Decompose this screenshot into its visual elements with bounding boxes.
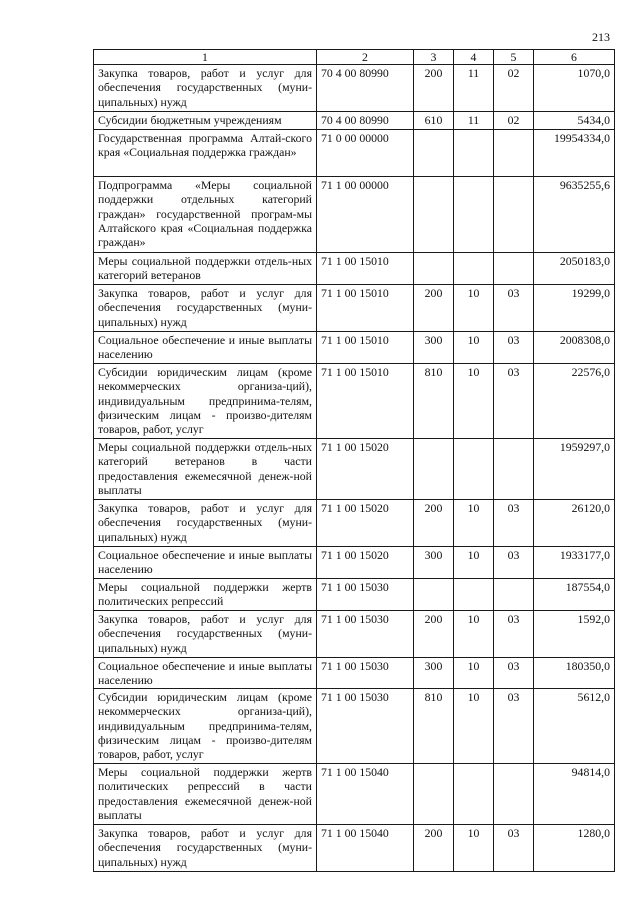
row-col5: 03: [494, 825, 534, 872]
row-name: Закупка товаров, работ и услуг для обеспечения государственных (муни-ципальных) нужд: [94, 500, 317, 547]
row-col4: 10: [454, 547, 494, 579]
row-col5: 02: [494, 112, 534, 130]
row-name: Меры социальной поддержки отдель-ных категорий ветеранов: [94, 253, 317, 285]
row-name: Социальное обеспечение и иные выплаты населению: [94, 658, 317, 689]
row-col5: 03: [494, 611, 534, 658]
row-name: Меры социальной поддержки отдель-ных категорий ветеранов в части предоставления ежемесячной денеж-ной выплаты: [94, 439, 317, 500]
row-col5: 03: [494, 500, 534, 547]
row-col4: [454, 177, 494, 253]
row-amount: 5612,0: [534, 689, 615, 764]
column-header-6: 6: [534, 50, 615, 65]
row-name: Социальное обеспечение и иные выплаты населению: [94, 332, 317, 364]
table-row: [94, 825, 615, 872]
row-col3: [414, 253, 454, 285]
table-row: [94, 689, 615, 764]
row-col3: 300: [414, 547, 454, 579]
row-col5: 03: [494, 285, 534, 332]
row-col5: 03: [494, 332, 534, 364]
column-header-4: 4: [454, 50, 494, 65]
table-row: [94, 253, 615, 285]
row-col3: 200: [414, 825, 454, 872]
row-col4: 11: [454, 65, 494, 112]
column-header-2: 2: [317, 50, 414, 65]
row-col5: [494, 764, 534, 825]
budget-table: [93, 49, 615, 872]
row-code: 71 1 00 15020: [317, 547, 414, 579]
table-row: [94, 611, 615, 658]
row-col3: 810: [414, 689, 454, 764]
row-code: 71 0 00 00000: [317, 130, 414, 177]
row-name: Социальное обеспечение и иные выплаты населению: [94, 547, 317, 579]
table-row: [94, 130, 615, 177]
row-col4: [454, 764, 494, 825]
row-col3: 610: [414, 112, 454, 130]
table-row: [94, 500, 615, 547]
row-col3: 200: [414, 285, 454, 332]
table-row: [94, 658, 615, 689]
row-code: 71 1 00 15030: [317, 658, 414, 689]
row-amount: 1070,0: [534, 65, 615, 112]
table-row: [94, 579, 615, 611]
row-amount: 1933177,0: [534, 547, 615, 579]
row-code: 71 1 00 15040: [317, 764, 414, 825]
row-col3: 200: [414, 65, 454, 112]
row-col3: [414, 764, 454, 825]
table-header-row: [94, 50, 615, 65]
row-col4: 10: [454, 611, 494, 658]
row-name: Закупка товаров, работ и услуг для обеспечения государственных (муни-ципальных) нужд: [94, 825, 317, 872]
row-col4: [454, 439, 494, 500]
row-col4: 10: [454, 689, 494, 764]
row-amount: 1592,0: [534, 611, 615, 658]
table-row: [94, 364, 615, 439]
table-row: [94, 547, 615, 579]
row-code: 71 1 00 15010: [317, 285, 414, 332]
row-amount: 26120,0: [534, 500, 615, 547]
row-amount: 19299,0: [534, 285, 615, 332]
row-amount: 187554,0: [534, 579, 615, 611]
row-amount: 94814,0: [534, 764, 615, 825]
row-col4: [454, 130, 494, 177]
row-col5: 03: [494, 658, 534, 689]
row-col5: 02: [494, 65, 534, 112]
row-name: Закупка товаров, работ и услуг для обеспечения государственных (муни-ципальных) нужд: [94, 65, 317, 112]
row-code: 71 1 00 15030: [317, 579, 414, 611]
table-row: [94, 285, 615, 332]
row-col3: [414, 177, 454, 253]
row-col4: 10: [454, 364, 494, 439]
row-col5: [494, 177, 534, 253]
row-col3: 200: [414, 611, 454, 658]
row-col4: 10: [454, 825, 494, 872]
column-header-5: 5: [494, 50, 534, 65]
row-col4: [454, 253, 494, 285]
row-name: Государственная программа Алтай-ского края «Социальная поддержка граждан»: [94, 130, 317, 177]
row-col5: [494, 579, 534, 611]
table-row: [94, 177, 615, 253]
row-name: Закупка товаров, работ и услуг для обеспечения государственных (муни-ципальных) нужд: [94, 611, 317, 658]
table-row: [94, 112, 615, 130]
row-code: 71 1 00 15010: [317, 253, 414, 285]
row-name: Субсидии юридическим лицам (кроме некоммерческих организа-ций), индивидуальным предпринима-телям, физическим лицам - произво-дителям товаров, работ, услуг: [94, 689, 317, 764]
row-amount: 9635255,6: [534, 177, 615, 253]
row-col4: 10: [454, 658, 494, 689]
row-col4: 10: [454, 500, 494, 547]
row-name: Меры социальной поддержки жертв политических репрессий в части предоставления ежемесячной денеж-ной выплаты: [94, 764, 317, 825]
row-code: 71 1 00 15030: [317, 689, 414, 764]
row-name: Субсидии юридическим лицам (кроме некоммерческих организа-ций), индивидуальным предпринима-телям, физическим лицам - произво-дителям товаров, работ, услуг: [94, 364, 317, 439]
row-col5: [494, 130, 534, 177]
row-col3: 300: [414, 332, 454, 364]
row-amount: 5434,0: [534, 112, 615, 130]
row-code: 71 1 00 15010: [317, 332, 414, 364]
table-row: [94, 764, 615, 825]
row-code: 70 4 00 80990: [317, 65, 414, 112]
row-name: Закупка товаров, работ и услуг для обеспечения государственных (муни-ципальных) нужд: [94, 285, 317, 332]
row-name: Подпрограмма «Меры социальной поддержки отдельных категорий граждан» государственной програм-мы Алтайского края «Социальная поддержка граждан»: [94, 177, 317, 253]
row-amount: 1959297,0: [534, 439, 615, 500]
row-col4: [454, 579, 494, 611]
row-col3: 300: [414, 658, 454, 689]
row-amount: 22576,0: [534, 364, 615, 439]
row-code: 71 1 00 00000: [317, 177, 414, 253]
row-col3: [414, 439, 454, 500]
row-col5: [494, 439, 534, 500]
row-name: Меры социальной поддержки жертв политических репрессий: [94, 579, 317, 611]
page-number: 213: [592, 30, 610, 44]
row-code: 71 1 00 15040: [317, 825, 414, 872]
row-col5: 03: [494, 547, 534, 579]
row-code: 71 1 00 15020: [317, 500, 414, 547]
row-col4: 11: [454, 112, 494, 130]
row-col3: 810: [414, 364, 454, 439]
row-col4: 10: [454, 332, 494, 364]
row-code: 71 1 00 15030: [317, 611, 414, 658]
row-col3: 200: [414, 500, 454, 547]
row-amount: 2008308,0: [534, 332, 615, 364]
row-amount: 2050183,0: [534, 253, 615, 285]
row-amount: 180350,0: [534, 658, 615, 689]
column-header-1: 1: [94, 50, 317, 65]
row-code: 71 1 00 15020: [317, 439, 414, 500]
row-name: Субсидии бюджетным учреждениям: [94, 112, 317, 130]
row-amount: 19954334,0: [534, 130, 615, 177]
row-col5: [494, 253, 534, 285]
row-col3: [414, 579, 454, 611]
table-row: [94, 332, 615, 364]
row-code: 71 1 00 15010: [317, 364, 414, 439]
column-header-3: 3: [414, 50, 454, 65]
row-amount: 1280,0: [534, 825, 615, 872]
row-col5: 03: [494, 364, 534, 439]
row-col5: 03: [494, 689, 534, 764]
table-row: [94, 439, 615, 500]
row-col3: [414, 130, 454, 177]
table-row: [94, 65, 615, 112]
row-code: 70 4 00 80990: [317, 112, 414, 130]
row-col4: 10: [454, 285, 494, 332]
